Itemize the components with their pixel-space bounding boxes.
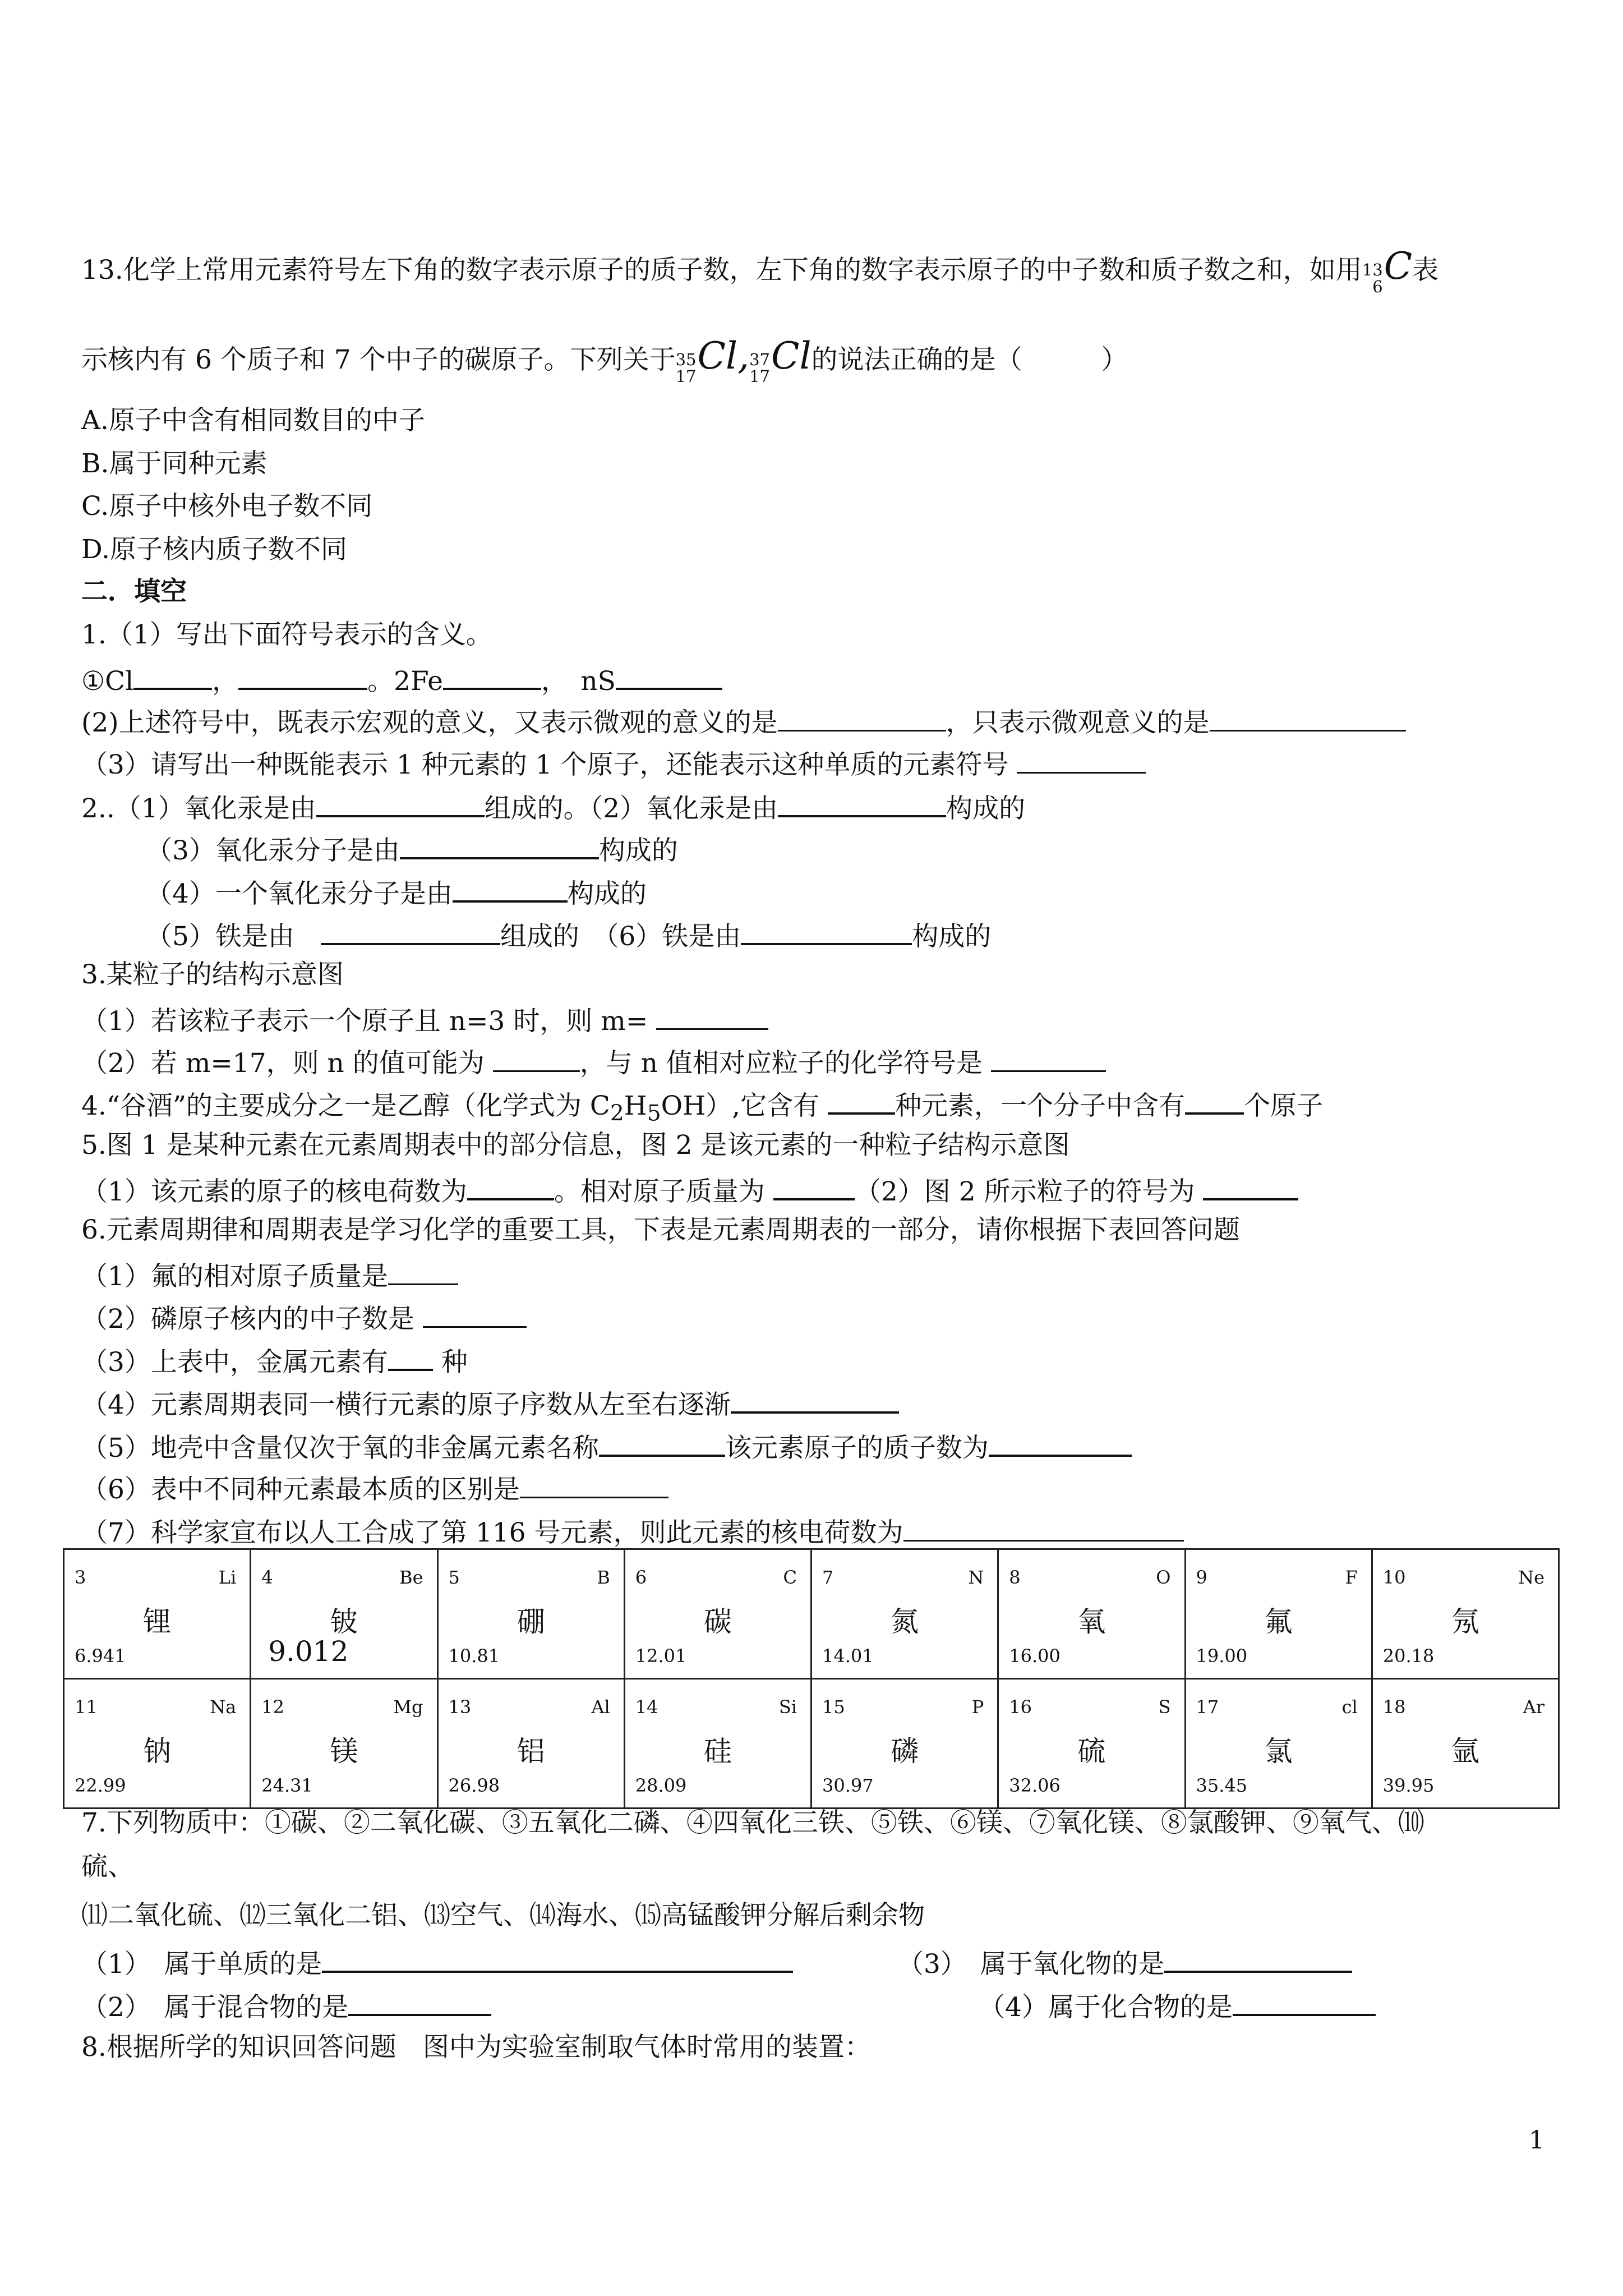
answer-blank[interactable] [348,1987,491,2016]
q1-line4: （3）请写出一种既能表示 1 种元素的 1 个原子，还能表示这种单质的元素符号 [81,745,1146,782]
answer-blank[interactable] [1233,1987,1376,2016]
q6-line5: （4）元素周期表同一横行元素的原子序数从左至右逐渐 [81,1384,899,1422]
element-cell: 15 P 磷 30.97 [811,1679,998,1809]
periodic-table-row [64,1549,1559,1679]
answer-blank[interactable] [423,1299,527,1328]
element-cell: 4 Be 铍 9.012 [251,1549,437,1679]
q7-line3: ⑾二氧化硫、⑿三氧化二铝、⒀空气、⒁海水、⒂高锰酸钾分解后剩余物 [81,1900,925,1931]
q3-line3: （2）若 m=17，则 n 的值可能为 ，与 n 值相对应粒子的化学符号是 [81,1043,1106,1080]
q6-line1: 6.元素周期律和周期表是学习化学的重要工具，下表是元素周期表的一部分，请你根据下表回答问题 [81,1214,1240,1245]
answer-blank[interactable] [741,916,912,945]
q1-line2: ①Cl ， 。2Fe ， nS [81,661,722,698]
q6-line3: （2）磷原子核内的中子数是 [81,1299,527,1336]
q6-line8: （7）科学家宣布以人工合成了第 116 号元素，则此元素的核电荷数为 [81,1513,1184,1550]
answer-blank[interactable] [400,830,599,859]
answer-blank[interactable] [443,661,541,690]
element-cell: 14 Si 硅 28.09 [624,1679,811,1809]
answer-blank[interactable] [656,1001,768,1030]
element-cell: 11 Na 钠 22.99 [64,1679,251,1809]
q7-line5: （2） 属于混合物的是 [81,1987,491,2024]
answer-blank[interactable] [1185,1085,1244,1115]
element-cell: 8 O 氧 16.00 [998,1549,1185,1679]
answer-blank[interactable] [133,661,212,690]
page-number: 1 [1529,2126,1544,2155]
answer-blank[interactable] [731,1384,899,1414]
answer-blank[interactable] [903,1513,1184,1542]
q7-line4: （1） 属于单质的是 [81,1944,793,1981]
section-title: 二．填空 [81,576,187,607]
element-cell: 6 C 碳 12.01 [624,1549,811,1679]
answer-blank[interactable] [989,1428,1132,1457]
isotope-cl37: 37 17 Cl [749,334,811,386]
answer-blank[interactable] [778,703,946,731]
q1-line3: (2)上述符号中，既表示宏观的意义，又表示微观的意义的是 ，只表示微观意义的是 [81,703,1406,740]
element-cell: 17 cl 氯 35.45 [1185,1679,1372,1809]
answer-blank[interactable] [778,788,946,817]
q13-option-b: B.属于同种元素 [81,448,268,479]
element-cell: 18 Ar 氩 39.95 [1372,1679,1559,1809]
element-cell: 7 N 氮 14.01 [811,1549,998,1679]
q6-line6: （5）地壳中含量仅次于氧的非金属元素名称 该元素原子的质子数为 [81,1428,1132,1465]
answer-blank[interactable] [1164,1944,1352,1973]
answer-blank[interactable] [599,1428,725,1457]
answer-blank[interactable] [616,661,722,690]
q2-line2: （3）氧化汞分子是由 构成的 [146,830,678,868]
q5-line2: （1）该元素的原子的核电荷数为 。相对原子质量为 （2）图 2 所示粒子的符号为 [81,1171,1298,1209]
element-cell: 13 Al 铝 26.98 [437,1679,624,1809]
periodic-table-row [64,1679,1559,1809]
q6-line2: （1）氟的相对原子质量是 [81,1257,458,1294]
answer-blank[interactable] [321,916,500,945]
element-cell: 3 Li 锂 6.941 [64,1549,251,1679]
q1-line1: 1.（1）写出下面符号表示的含义。 [81,619,492,650]
q4-line: 4.“谷酒”的主要成分之一是乙醇（化学式为 $C_2H_5OH$）,它含有 种元素，一个分子中含有 个原子 [81,1085,1323,1130]
answer-blank[interactable] [1203,1171,1298,1200]
periodic-table [63,1548,1560,1809]
answer-blank[interactable] [388,1342,433,1371]
q3-line2: （1）若该粒子表示一个原子且 n=3 时，则 m= [81,1001,768,1038]
element-cell: 16 S 硫 32.06 [998,1679,1185,1809]
answer-blank[interactable] [467,1171,554,1200]
isotope-c13: 13 6 C [1362,245,1413,296]
element-cell: 5 B 硼 10.81 [437,1549,624,1679]
q2-line3: （4）一个氧化汞分子是由 构成的 [146,873,647,911]
q2-line4: （5）铁是由 组成的 （6）铁是由 构成的 [146,916,991,954]
q13-line2: 示核内有 6 个质子和 7 个中子的碳原子。下列关于 35 17 Cl , 37 17 Cl 的说法正确的是（ ） [81,339,1128,388]
q6-line7: （6）表中不同种元素最本质的区别是 [81,1470,668,1507]
q8-line1: 8.根据所学的知识回答问题 图中为实验室制取气体时常用的装置： [81,2032,871,2063]
answer-blank[interactable] [322,1944,793,1973]
answer-blank[interactable] [238,661,367,690]
answer-blank[interactable] [453,873,568,903]
q13-option-a: A.原子中含有相同数目的中子 [81,405,425,436]
answer-blank[interactable] [493,1043,580,1072]
q5-line1: 5.图 1 是某种元素在元素周期表中的部分信息，图 2 是该元素的一种粒子结构示意图 [81,1130,1070,1161]
q2-line1: 2..（1）氧化汞是由 组成的。（2）氧化汞是由 构成的 [81,788,1025,826]
answer-blank[interactable] [828,1085,895,1115]
q13-option-d: D.原子核内质子数不同 [81,534,347,565]
q7-line2: 硫、 [81,1851,134,1882]
q3-line1: 3.某粒子的结构示意图 [81,959,344,990]
answer-blank[interactable] [316,788,485,817]
q7-line4-right: （3） 属于氧化物的是 [897,1944,1352,1981]
answer-blank[interactable] [991,1043,1106,1072]
answer-blank[interactable] [1210,703,1406,731]
isotope-cl35: 35 17 Cl [675,334,738,386]
q13-line1: 13.化学上常用元素符号左下角的数字表示原子的质子数，左下角的数字表示原子的中子数和质子数之和，如用 13 6 C 表 [81,250,1438,298]
element-cell: 12 Mg 镁 24.31 [251,1679,437,1809]
element-cell: 10 Ne 氖 20.18 [1372,1549,1559,1679]
answer-blank[interactable] [520,1470,668,1498]
answer-blank[interactable] [388,1257,458,1285]
answer-blank[interactable] [1017,745,1146,774]
q6-line4: （3）上表中，金属元素有 种 [81,1342,468,1379]
q7-line1: 7.下列物质中：①碳、②二氧化碳、③五氧化二磷、④四氧化三铁、⑤铁、⑥镁、⑦氧化镁、⑧氯酸钾、⑨氧气、⑽ [81,1807,1424,1838]
element-cell: 9 F 氟 19.00 [1185,1549,1372,1679]
q7-line5-right: （4）属于化合物的是 [979,1987,1376,2024]
q13-option-c: C.原子中核外电子数不同 [81,491,373,522]
answer-blank[interactable] [773,1171,855,1200]
